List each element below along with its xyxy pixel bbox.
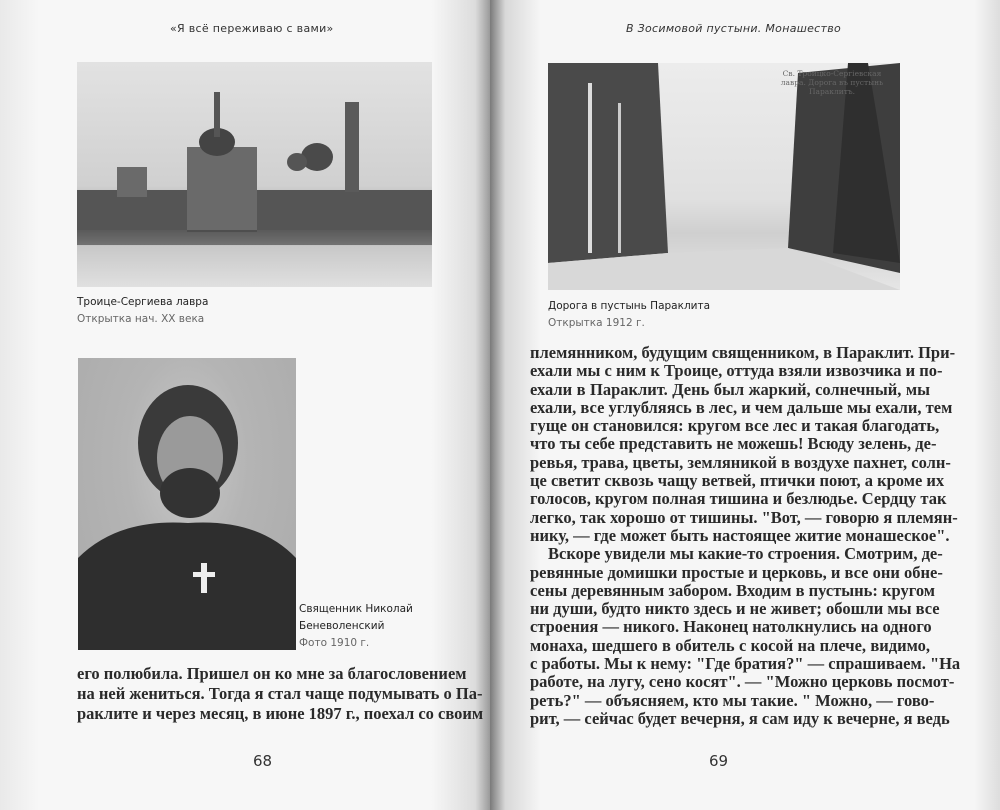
caption-subtitle: Открытка 1912 г.: [548, 317, 645, 329]
right-page: [490, 0, 1000, 810]
text-line: работе, на лугу, сено косят". — "Можно церковь посмот-: [530, 672, 955, 692]
text-line: с работы. Мы к нему: "Где братия?" — спрашиваем. "На: [530, 654, 961, 674]
text-line: Вскоре увидели мы какие-то строения. Смотрим, де-: [548, 544, 943, 564]
text-line: голосов, кругом полная тишина и безлюдье. Сердцу так: [530, 489, 947, 509]
priest-portrait-photo: [78, 358, 296, 650]
caption-title: Троице-Сергиева лавра: [77, 296, 209, 308]
running-header: «Я всё переживаю с вами»: [170, 22, 334, 35]
text-line: ехали, все углубляясь в лес, и чем дальше мы ехали, тем: [530, 397, 953, 417]
monastery-illustration: [77, 62, 432, 287]
left-page: [0, 0, 490, 810]
photo-caption: [548, 298, 710, 332]
text-line: на ней жениться. Тогда я стал чаще подумывать о Па-: [77, 684, 483, 704]
page-number: 68: [253, 752, 273, 770]
text-line: рит, — сейчас будет вечерня, я сам иду к вечерне, я ведь: [530, 708, 950, 728]
text-line: его полюбила. Пришел он ко мне за благословением: [77, 664, 467, 683]
portrait-illustration: [78, 358, 296, 650]
text-line: сены деревянным забором. Входим в пустынь: кругом: [530, 580, 935, 600]
text-line: гуще он становился: кругом все лес и такая благодать,: [530, 416, 940, 436]
running-header: В Зосимовой пустыни. Монашество: [626, 22, 842, 35]
caption-title-cont: Беневоленский: [299, 620, 385, 632]
text-line: це светит сквозь чащу ветвей, птички поют, а кроме их: [530, 471, 945, 491]
text-line: ни души, будто никто здесь и не живет; обошли мы все: [530, 599, 940, 619]
text-line: раклите и через месяц, в июне 1897 г., поехал со своим: [77, 704, 484, 724]
text-line: ревянные домишки простые и церковь, и все они обне-: [530, 562, 943, 582]
text-line: нику, — где может быть настоящее житие монашеское".: [530, 525, 950, 545]
text-line: монаха, шедшего в обитель с косой на плече, видимо,: [530, 635, 930, 655]
lavra-photo: [77, 62, 432, 287]
caption-title: Дорога в пустынь Параклита: [548, 300, 711, 312]
caption-title: Священник Николай: [299, 603, 413, 615]
text-line: ехали в Параклит. День был жаркий, солнечный, мы: [530, 379, 930, 399]
text-line: строения — никого. Наконец натолкнулись на одного: [530, 617, 932, 637]
text-line: легко, так хорошо от тишины. "Вот, — говорю я племян-: [530, 507, 958, 527]
text-line: племянником, будущим священником, в Параклит. При-: [530, 343, 956, 362]
caption-subtitle: Открытка нач. XX века: [77, 313, 205, 325]
text-line: ревья, трава, цветы, земляникой в воздухе пахнет, солн-: [530, 452, 951, 472]
caption-subtitle: Фото 1910 г.: [299, 637, 370, 649]
road-photo: [548, 63, 900, 290]
body-text: [530, 343, 961, 728]
photo2-caption: [299, 601, 413, 652]
forest-road-illustration: [548, 63, 900, 290]
text-line: реть?" — объясняем, кто мы такие. " Можно, — гово-: [530, 690, 935, 710]
page-number: 69: [709, 752, 729, 770]
text-line: что ты себе представить не можешь! Всюду зелень, де-: [530, 434, 937, 454]
text-line: ехали мы с ним к Троице, оттуда взяли извозчика и по-: [530, 361, 943, 381]
body-text: [77, 664, 484, 725]
photo-inscription: Св. Троицко-Сергіевская лавра. Дорога въ пустынь Параклитъ.: [780, 69, 884, 96]
photo1-caption: [77, 294, 208, 328]
